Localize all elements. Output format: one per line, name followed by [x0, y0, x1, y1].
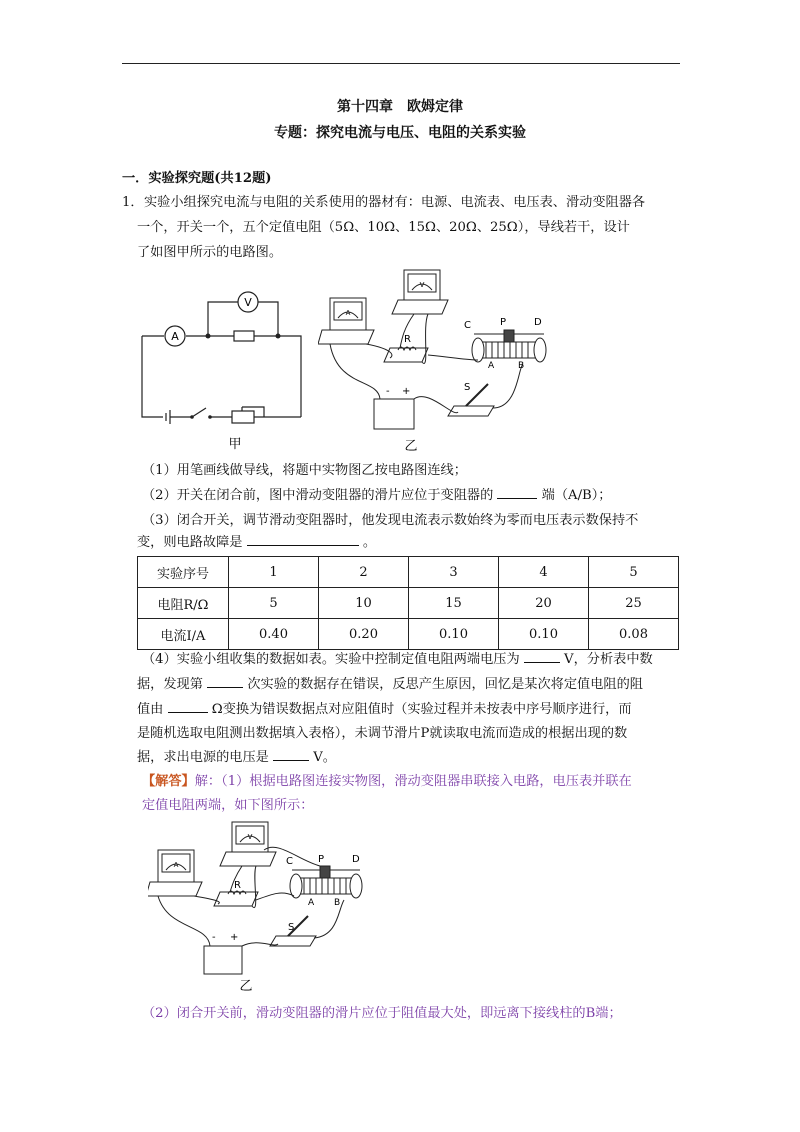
- part4-text-2b: 次实验的数据存在错误，反思产生原因，回忆是某次将定值电阻的阻: [247, 677, 643, 692]
- table-cell: 2: [319, 557, 409, 588]
- answer-line1: [142, 770, 632, 794]
- answer-apparatus-diagram: [148, 820, 380, 995]
- part4-trial-blank[interactable]: [207, 673, 243, 688]
- table-cell: 0.40: [229, 619, 319, 650]
- answer-terminal-a-label: A: [308, 898, 315, 908]
- table-cell: 5: [229, 588, 319, 619]
- part4-source-voltage-blank[interactable]: [273, 746, 309, 761]
- header-rule: [122, 63, 680, 64]
- question-stem-line1: 实验小组探究电流与电阻的关系使用的器材有：电源、电流表、电压表、滑动变阻器各: [144, 195, 646, 210]
- answer-switch-label: S: [288, 922, 295, 933]
- table-row: [138, 557, 679, 588]
- topic-title: 专题：探究电流与电压、电阻的关系实验: [274, 125, 526, 141]
- terminal-a-label: A: [488, 361, 495, 371]
- part3-blank[interactable]: [247, 531, 359, 546]
- resistor-label: R: [404, 334, 411, 345]
- part1-text: （1）用笔画线做导线，将题中实物图乙按电路图连线；: [142, 463, 467, 478]
- table-cell: 5: [589, 557, 679, 588]
- apparatus-voltmeter-label: V: [419, 281, 425, 289]
- switch-label: S: [464, 382, 471, 393]
- part4-text-1b: V，分析表中数: [564, 652, 653, 667]
- answer-tag: 【解答】: [142, 774, 195, 789]
- data-table: [137, 556, 679, 650]
- answer-terminal-p-label: P: [318, 854, 325, 865]
- part4-line4: 是随机选取电阻测出数据填入表格），未调节滑片P就读取电流而造成的根据出现的数: [137, 726, 628, 741]
- table-cell: 实验序号: [138, 557, 229, 588]
- answer-text-1: 解：（1）根据电路图连接实物图，滑动变阻器串联接入电路，电压表并联在: [194, 774, 632, 789]
- table-cell: 4: [499, 557, 589, 588]
- part4-text-1a: （4）实验小组收集的数据如表。实验中控制定值电阻两端电压为: [142, 652, 520, 667]
- table-row: [138, 619, 679, 650]
- question-stem-line3: 了如图甲所示的电路图。: [137, 245, 283, 260]
- apparatus-ammeter-label: A: [345, 309, 351, 317]
- part4-text-3b: Ω变换为错误数据点对应阻值时（实验过程并未按表中序号顺序进行，而: [211, 702, 632, 717]
- answer-battery-minus-label: -: [212, 932, 216, 943]
- answer-figure-label: 乙: [239, 979, 253, 994]
- table-cell: 电流I/A: [138, 619, 229, 650]
- answer-resistor-label: R: [234, 880, 241, 891]
- part2-line: [142, 484, 611, 508]
- figure-jia-label: 甲: [228, 437, 242, 452]
- answer-ammeter-label: A: [173, 861, 179, 869]
- terminal-c-label: C: [464, 320, 471, 331]
- part2-blank[interactable]: [497, 484, 537, 499]
- battery-minus-label: -: [386, 386, 390, 397]
- part4-text-5a: 据，求出电源的电压是: [137, 750, 269, 765]
- battery-plus-label: +: [402, 386, 411, 397]
- table-cell: 0.08: [589, 619, 679, 650]
- table-cell: 20: [499, 588, 589, 619]
- table-cell: 10: [319, 588, 409, 619]
- part2-text-a: （2）开关在闭合前，图中滑动变阻器的滑片应位于变阻器的: [142, 488, 494, 503]
- part4-resistance-blank[interactable]: [168, 698, 208, 713]
- section-heading: 一．实验探究题(共12题): [122, 171, 272, 186]
- part4-voltage-blank[interactable]: [524, 648, 560, 663]
- part3-text-b: 。: [362, 535, 377, 550]
- ammeter-label: A: [171, 330, 179, 343]
- answer-line2: 定值电阻两端，如下图所示：: [142, 798, 314, 813]
- question-number: 1．: [122, 195, 144, 210]
- part3-line2: [137, 531, 376, 555]
- terminal-b-label: B: [518, 361, 525, 371]
- part4-line2: [137, 673, 643, 697]
- circuit-diagram-jia: [130, 280, 315, 455]
- answer-voltmeter-label: V: [247, 833, 253, 841]
- table-cell: 0.10: [499, 619, 589, 650]
- answer-battery-plus-label: +: [230, 932, 239, 943]
- voltmeter-label: V: [244, 296, 252, 309]
- part4-line3: [137, 698, 632, 722]
- part4-text-5b: V。: [313, 750, 336, 765]
- table-cell: 0.20: [319, 619, 409, 650]
- answer-line3: （2）闭合开关前，滑动变阻器的滑片应位于阻值最大处，即远离下接线柱的B端；: [142, 1006, 622, 1021]
- part4-text-3a: 值由: [137, 702, 164, 717]
- figure-yi-label: 乙: [404, 439, 418, 454]
- question-stem-line2: 一个，开关一个，五个定值电阻（5Ω、10Ω、15Ω、20Ω、25Ω），导线若干，设计: [137, 220, 630, 235]
- table-cell: 1: [229, 557, 319, 588]
- table-cell: 0.10: [409, 619, 499, 650]
- table-cell: 25: [589, 588, 679, 619]
- table-row: [138, 588, 679, 619]
- apparatus-diagram-yi: [318, 268, 550, 458]
- part4-text-2a: 据，发现第: [137, 677, 203, 692]
- part3-text-a: 变，则电路故障是: [137, 535, 243, 550]
- answer-terminal-b-label: B: [334, 898, 341, 908]
- answer-terminal-d-label: D: [352, 854, 360, 865]
- table-cell: 15: [409, 588, 499, 619]
- terminal-d-label: D: [534, 317, 542, 328]
- part3-line1: （3）闭合开关，调节滑动变阻器时，他发现电流表示数始终为零而电压表示数保持不: [142, 513, 639, 528]
- part4-line5: [137, 746, 336, 770]
- answer-terminal-c-label: C: [286, 856, 293, 867]
- table-cell: 3: [409, 557, 499, 588]
- chapter-title: 第十四章 欧姆定律: [337, 99, 463, 115]
- part4-line1: [142, 648, 653, 672]
- terminal-p-label: P: [500, 317, 507, 328]
- table-cell: 电阻R/Ω: [138, 588, 229, 619]
- part2-text-b: 端（A/B）；: [541, 488, 612, 503]
